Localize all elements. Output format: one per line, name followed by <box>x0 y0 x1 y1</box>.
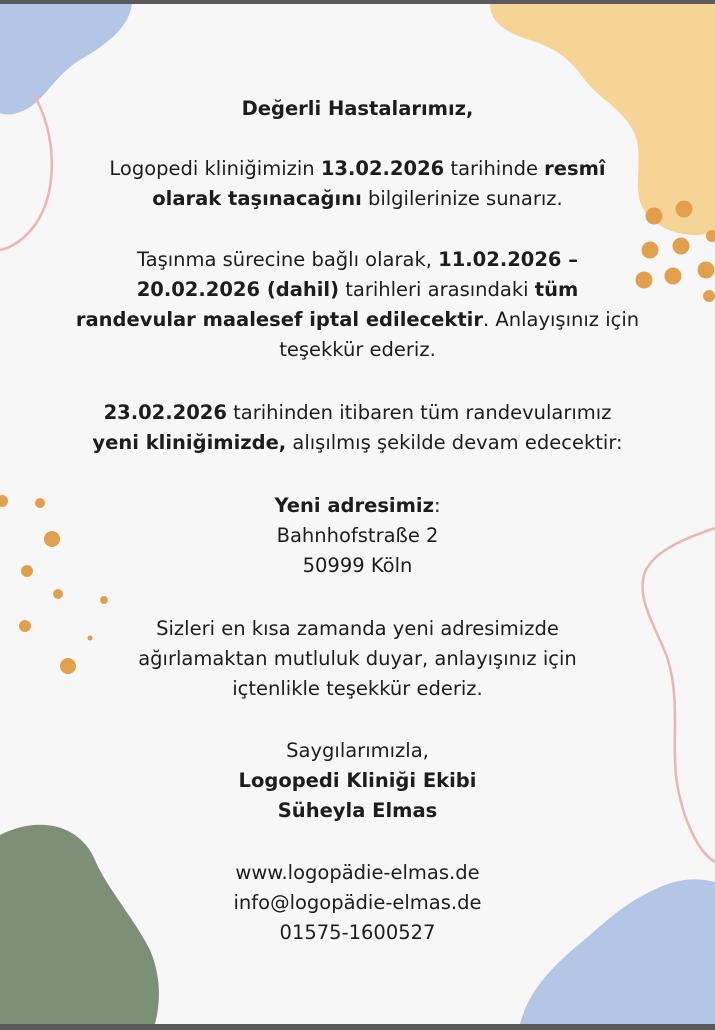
greeting-text: Değerli Hastalarımız, <box>241 97 474 120</box>
greeting <box>0 94 715 124</box>
move-notice-paragraph <box>0 154 715 214</box>
contact-phone[interactable]: 01575-1600527 <box>279 921 436 944</box>
address-street: Bahnhofstraße 2 <box>276 524 439 547</box>
move-date: 13.02.2026 <box>320 157 445 180</box>
signature-closing: Saygılarımızla, <box>286 739 429 762</box>
resume-paragraph <box>0 398 715 458</box>
contact-email[interactable]: info@logopädie-elmas.de <box>233 891 482 914</box>
resume-text-1: tarihinden itibaren tüm randevularımız <box>226 401 612 424</box>
welcome-line-3: içtenlikle teşekkür ederiz. <box>232 677 483 700</box>
address-block <box>0 491 715 581</box>
address-label: Yeni adresimiz <box>274 494 434 517</box>
welcome-line-2: ağırlamaktan mutluluk duyar, anlayışınız için <box>138 647 577 670</box>
address-colon: : <box>433 494 441 517</box>
contact-website[interactable]: www.logopädie-elmas.de <box>235 861 480 884</box>
cancellation-text-4: teşekkür ederiz. <box>279 338 436 361</box>
cancellation-paragraph <box>0 245 715 365</box>
signature-team: Logopedi Kliniği Ekibi <box>238 769 477 792</box>
cancellation-bold-1: tüm <box>534 278 579 301</box>
move-notice-text-2: tarihinde <box>444 157 545 180</box>
signature-name: Süheyla Elmas <box>277 799 438 822</box>
resume-bold-1: yeni kliniğimizde, <box>92 431 287 454</box>
cancellation-text-1: Taşınma sürecine bağlı olarak, <box>136 248 439 271</box>
welcome-line-1: Sizleri en kısa zamanda yeni adresimizde <box>156 617 559 640</box>
welcome-paragraph <box>0 614 715 704</box>
bottom-frame-bar <box>0 1024 715 1030</box>
signature-block <box>0 736 715 826</box>
resume-text-2: alışılmış şekilde devam edecektir: <box>286 431 623 454</box>
address-city: 50999 Köln <box>302 554 413 577</box>
cancellation-text-3: . Anlayışınız için <box>482 308 640 331</box>
contact-block <box>0 858 715 948</box>
move-notice-bold-2: olarak taşınacağını <box>152 187 362 210</box>
move-notice-text-3: bilgilerinize sunarız. <box>361 187 563 210</box>
resume-date: 23.02.2026 <box>103 401 227 424</box>
move-notice-text-1: Logopedi kliniğimizin <box>109 157 321 180</box>
cancellation-range-end: 20.02.2026 (dahil) <box>136 278 340 301</box>
cancellation-bold-2: randevular maalesef iptal edilecektir <box>75 308 483 331</box>
cancellation-range-start: 11.02.2026 – <box>438 248 579 271</box>
move-notice-bold-1: resmî <box>544 157 606 180</box>
cancellation-text-2: tarihleri arasındaki <box>339 278 535 301</box>
